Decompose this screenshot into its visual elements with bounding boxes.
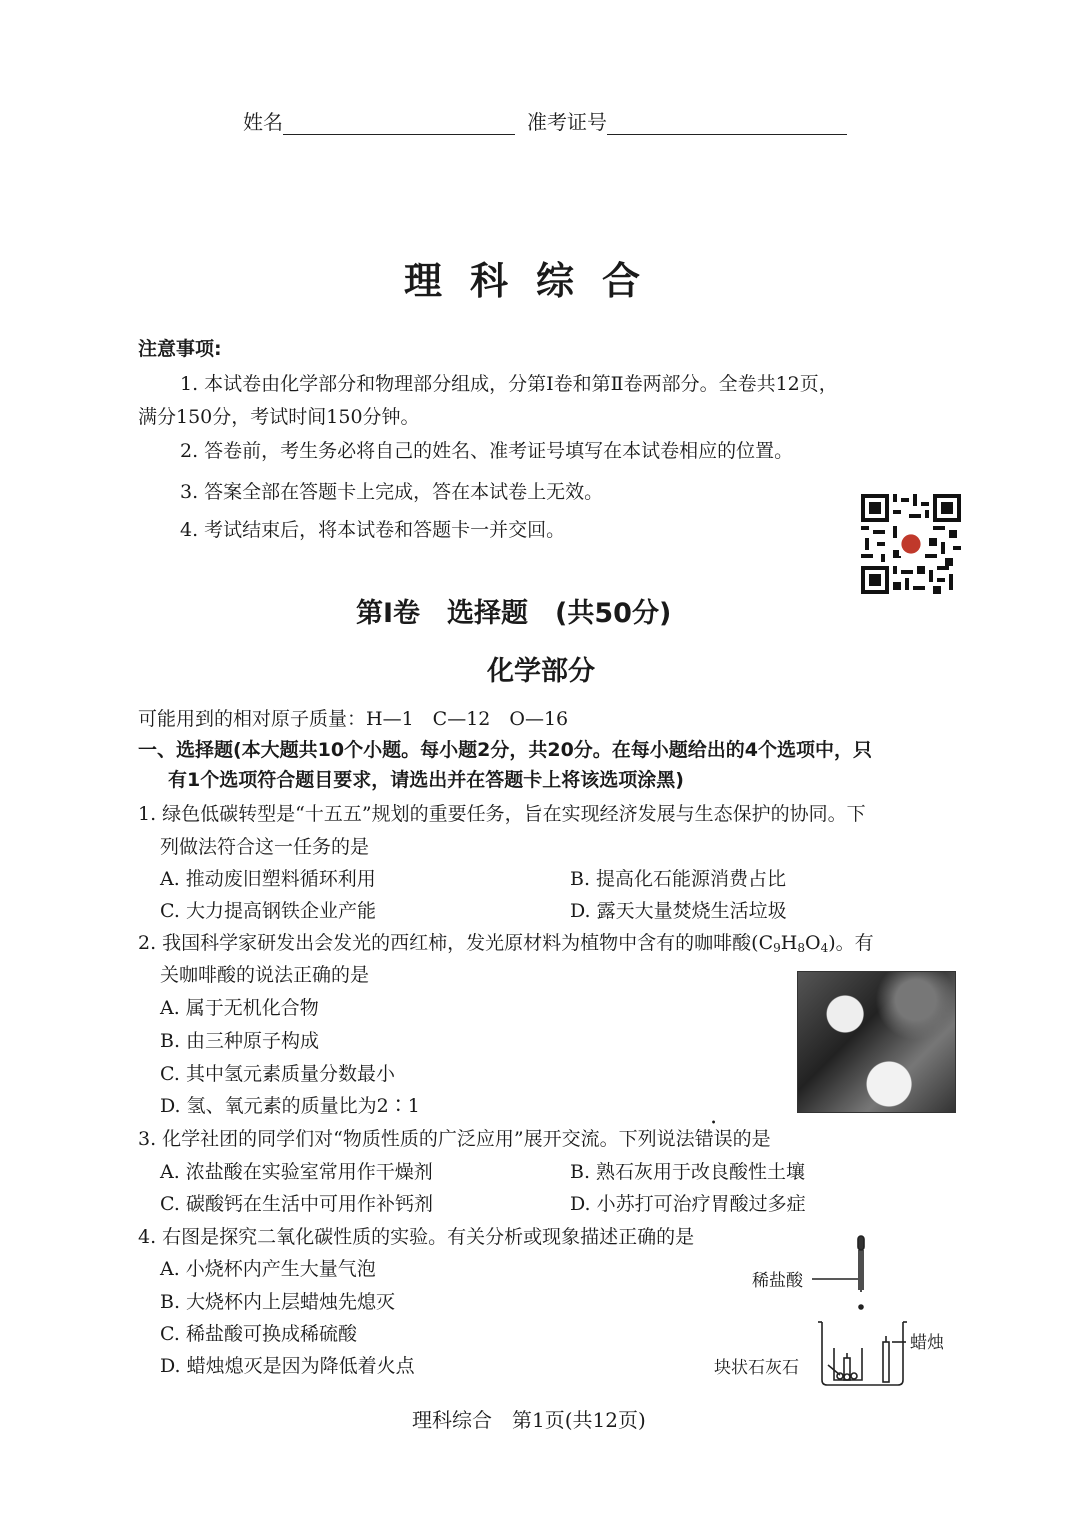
q3-stem	[138, 1127, 771, 1151]
q2-stem-line-1	[138, 931, 874, 960]
name-field	[243, 106, 515, 135]
q2-stem-text: 2. 我国科学家研发出会发光的西红柿，发光原材料为植物中含有的咖啡酸(C	[138, 932, 774, 954]
q4-option-c: C. 稀盐酸可换成稀硫酸	[160, 1323, 357, 1345]
q2-option-a: A. 属于无机化合物	[160, 997, 319, 1019]
q4-option-d: D. 蜡烛熄灭是因为降低着火点	[160, 1355, 415, 1377]
notice-item-2: 2. 答卷前，考生务必将自己的姓名、准考证号填写在本试卷相应的位置。	[180, 440, 794, 462]
glowing-tomato-photo	[797, 971, 956, 1113]
q2-sub-8: 8	[797, 941, 805, 955]
exam-id-field	[527, 106, 847, 135]
q2-sub-9: 9	[773, 941, 781, 955]
q1-option-d: D. 露天大量焚烧生活垃圾	[570, 900, 787, 922]
q2-option-d: D. 氢、氧元素的质量比为2∶1	[160, 1095, 420, 1117]
q1-stem-line-2: 列做法符合这一任务的是	[160, 836, 370, 858]
label-limestone: 块状石灰石	[714, 1358, 799, 1378]
q2-o: O	[804, 932, 821, 954]
q3-option-d: D. 小苏打可治疗胃酸过多症	[570, 1193, 806, 1215]
name-blank	[283, 116, 515, 135]
q2-stem-line-2: 关咖啡酸的说法正确的是	[160, 964, 370, 986]
instructions-line-2: 有1个选项符合题目要求，请选出并在答题卡上将该选项涂黑)	[168, 769, 684, 791]
co2-experiment-diagram	[710, 1230, 960, 1395]
q2-option-b: B. 由三种原子构成	[160, 1030, 320, 1052]
q3-option-b: B. 熟石灰用于改良酸性土壤	[570, 1161, 806, 1183]
q1-stem-line-1: 1. 绿色低碳转型是“十五五”规划的重要任务，旨在实现经济发展与生态保护的协同。下	[138, 803, 866, 825]
q1-option-a: A. 推动废旧塑料循环利用	[160, 868, 376, 890]
q4-option-b: B. 大烧杯内上层蜡烛先熄灭	[160, 1291, 396, 1313]
q1-option-b: B. 提高化石能源消费占比	[570, 868, 787, 890]
q3-stem-text: 3. 化学社团的同学们对“物质性质的广泛应用”展开交流。下列说法	[138, 1128, 695, 1150]
notice-item-1-line-2: 满分150分，考试时间150分钟。	[138, 406, 420, 428]
label-candle: 蜡烛	[910, 1333, 944, 1353]
q2-sub-4: 4	[820, 941, 829, 955]
q2-option-c: C. 其中氢元素质量分数最小	[160, 1063, 395, 1085]
q2-h: H	[780, 932, 798, 954]
notice-item-4: 4. 考试结束后，将本试卷和答题卡一并交回。	[180, 519, 566, 541]
page-footer: 理科综合 第1页(共12页)	[412, 1408, 646, 1432]
atomic-masses: 可能用到的相对原子质量：H—1 C—12 O—16	[138, 708, 569, 730]
section-title: 第Ⅰ卷 选择题 (共50分)	[356, 598, 672, 629]
section-subtitle: 化学部分	[487, 656, 595, 687]
notice-heading: 注意事项:	[138, 338, 222, 360]
q2-stem-end: )。有	[828, 932, 874, 954]
page-title: 理科综合	[404, 259, 669, 303]
name-label: 姓名	[243, 110, 283, 134]
q3-option-c: C. 碳酸钙在生活中可用作补钙剂	[160, 1193, 433, 1215]
instructions-line-1: 一、选择题(本大题共10个小题。每小题2分，共20分。在每小题给出的4个选项中，只	[138, 739, 873, 761]
exam-id-blank	[607, 116, 847, 135]
q1-option-c: C. 大力提高钢铁企业产能	[160, 900, 376, 922]
q3-stem-end: 的是	[732, 1128, 771, 1150]
label-dilute-hcl: 稀盐酸	[752, 1271, 803, 1291]
q4-stem: 4. 右图是探究二氧化碳性质的实验。有关分析或现象描述正确的是	[138, 1226, 695, 1248]
exam-id-label: 准考证号	[527, 110, 607, 134]
notice-item-1-line-1: 1. 本试卷由化学部分和物理部分组成，分第Ⅰ卷和第Ⅱ卷两部分。全卷共12页，	[180, 373, 838, 395]
q4-option-a: A. 小烧杯内产生大量气泡	[160, 1258, 376, 1280]
q3-emphasis: 错误	[694, 1128, 733, 1150]
q3-option-a: A. 浓盐酸在实验室常用作干燥剂	[160, 1161, 433, 1183]
notice-item-3: 3. 答案全部在答题卡上完成，答在本试卷上无效。	[180, 481, 604, 503]
qr-code-icon	[861, 494, 961, 594]
